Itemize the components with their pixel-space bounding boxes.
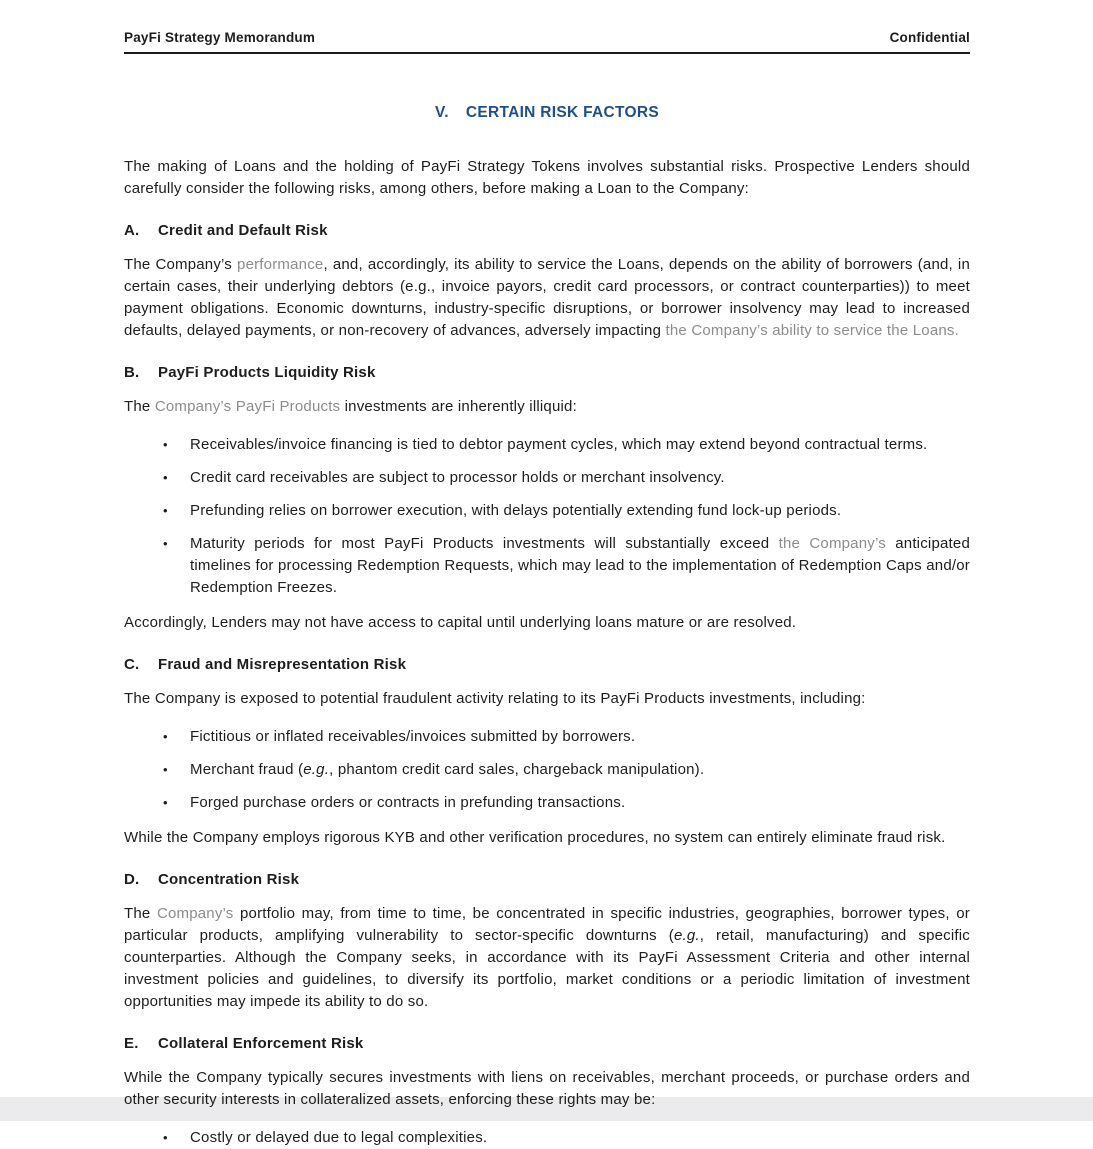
heading-letter: E. xyxy=(124,1035,139,1052)
heading-letter: A. xyxy=(124,222,140,239)
bullet-item xyxy=(163,533,970,599)
heading-text: Concentration Risk xyxy=(158,871,300,888)
header-doc-title: PayFi Strategy Memorandum xyxy=(124,30,316,45)
bullet-text: Prefunding relies on borrower execution, with delays potentially extending fund lock-up periods. xyxy=(190,502,842,519)
page-header xyxy=(124,30,970,54)
bullet-item xyxy=(163,792,970,814)
fraud-risk-bullet-list xyxy=(124,726,970,814)
heading-text: PayFi Products Liquidity Risk xyxy=(158,364,376,381)
bullet-item xyxy=(163,726,970,748)
bullet-marker-icon: • xyxy=(163,536,168,551)
heading-text: Fraud and Misrepresentation Risk xyxy=(158,656,407,673)
concentration-risk-paragraph: The Company’s portfolio may, from time to time, be concentrated in specific industries, geographies, borrower types, or particular products, amplifying vulnerability to sector-specific downturns (e.g., retail, manufacturing) and specific counterparties. Although the Company seeks, in accordance with its PayFi Assessment Criteria and other internal investment policies and guidelines, to diversify its portfolio, market conditions or a periodic limitation of investment opportunities may impede its ability to do so. xyxy=(124,905,970,1010)
bullet-marker-icon: • xyxy=(163,470,168,485)
heading-letter: B. xyxy=(124,364,140,381)
bullet-item xyxy=(163,759,970,781)
bullet-text: Fictitious or inflated receivables/invoices submitted by borrowers. xyxy=(190,728,636,745)
liquidity-risk-bullet-list xyxy=(124,434,970,599)
fraud-risk-closing-paragraph: While the Company employs rigorous KYB and other verification procedures, no system can entirely eliminate fraud risk. xyxy=(124,829,946,846)
bullet-text: Costly or delayed due to legal complexities. xyxy=(190,1129,488,1146)
bullet-text: Merchant fraud (e.g., phantom credit card sales, chargeback manipulation). xyxy=(190,761,705,778)
bullet-marker-icon: • xyxy=(163,762,168,777)
header-confidential-label: Confidential xyxy=(889,30,970,45)
bullet-marker-icon: • xyxy=(163,795,168,810)
heading-collateral-enforcement-risk xyxy=(124,1033,970,1055)
bullet-marker-icon: • xyxy=(163,437,168,452)
credit-default-risk-paragraph: The Company’s performance, and, accordingly, its ability to service the Loans, depends on the ability of borrowers (and, in certain cases, their underlying debtors (e.g., invoice payors, credit card processors, or contract counterparties)) to meet payment obligations. Economic downturns, industry-specific disruptions, or borrower insolvency may lead to increased defaults, delayed payments, or non-recovery of advances, adversely impacting the Company’s ability to service the Loans. xyxy=(124,256,970,339)
bullet-text: Credit card receivables are subject to processor holds or merchant insolvency. xyxy=(190,469,725,486)
section-title-number: V. xyxy=(435,104,449,121)
bullet-item xyxy=(163,1127,970,1149)
intro-paragraph: The making of Loans and the holding of PayFi Strategy Tokens involves substantial risks. Prospective Lenders should carefully consider the following risks, among others, before making a Loan to the Company: xyxy=(124,158,970,197)
bullet-marker-icon: • xyxy=(163,503,168,518)
heading-credit-and-default-risk xyxy=(124,220,970,242)
heading-fraud-and-misrepresentation-risk xyxy=(124,654,970,676)
bullet-text: Receivables/invoice financing is tied to debtor payment cycles, which may extend beyond contractual terms. xyxy=(190,436,928,453)
heading-text: Collateral Enforcement Risk xyxy=(158,1035,364,1052)
fraud-risk-lead-paragraph: The Company is exposed to potential fraudulent activity relating to its PayFi Products investments, including: xyxy=(124,690,866,707)
heading-concentration-risk xyxy=(124,869,970,891)
heading-letter: C. xyxy=(124,656,140,673)
bullet-item xyxy=(163,434,970,456)
collateral-risk-bullet-list xyxy=(124,1127,970,1149)
section-title xyxy=(124,104,970,122)
bullet-marker-icon: • xyxy=(163,729,168,744)
bullet-item xyxy=(163,500,970,522)
heading-payfi-products-liquidity-risk xyxy=(124,362,970,384)
bullet-marker-icon: • xyxy=(163,1130,168,1145)
liquidity-risk-closing-paragraph: Accordingly, Lenders may not have access to capital until underlying loans mature or are resolved. xyxy=(124,614,797,631)
bullet-text: Forged purchase orders or contracts in prefunding transactions. xyxy=(190,794,626,811)
section-title-text: CERTAIN RISK FACTORS xyxy=(465,104,659,121)
bullet-item xyxy=(163,467,970,489)
heading-letter: D. xyxy=(124,871,140,888)
heading-text: Credit and Default Risk xyxy=(158,222,328,239)
collateral-risk-lead-paragraph: While the Company typically secures investments with liens on receivables, merchant proceeds, or purchase orders and other security interests in collateralized assets, enforcing these rights may be: xyxy=(124,1069,970,1108)
liquidity-risk-lead-paragraph: The Company’s PayFi Products investments are inherently illiquid: xyxy=(124,398,577,415)
bullet-text: Maturity periods for most PayFi Products investments will substantially exceed the Company’s anticipated timelines for processing Redemption Requests, which may lead to the implementation of Redemption Caps and/or Redemption Freezes. xyxy=(190,535,970,596)
